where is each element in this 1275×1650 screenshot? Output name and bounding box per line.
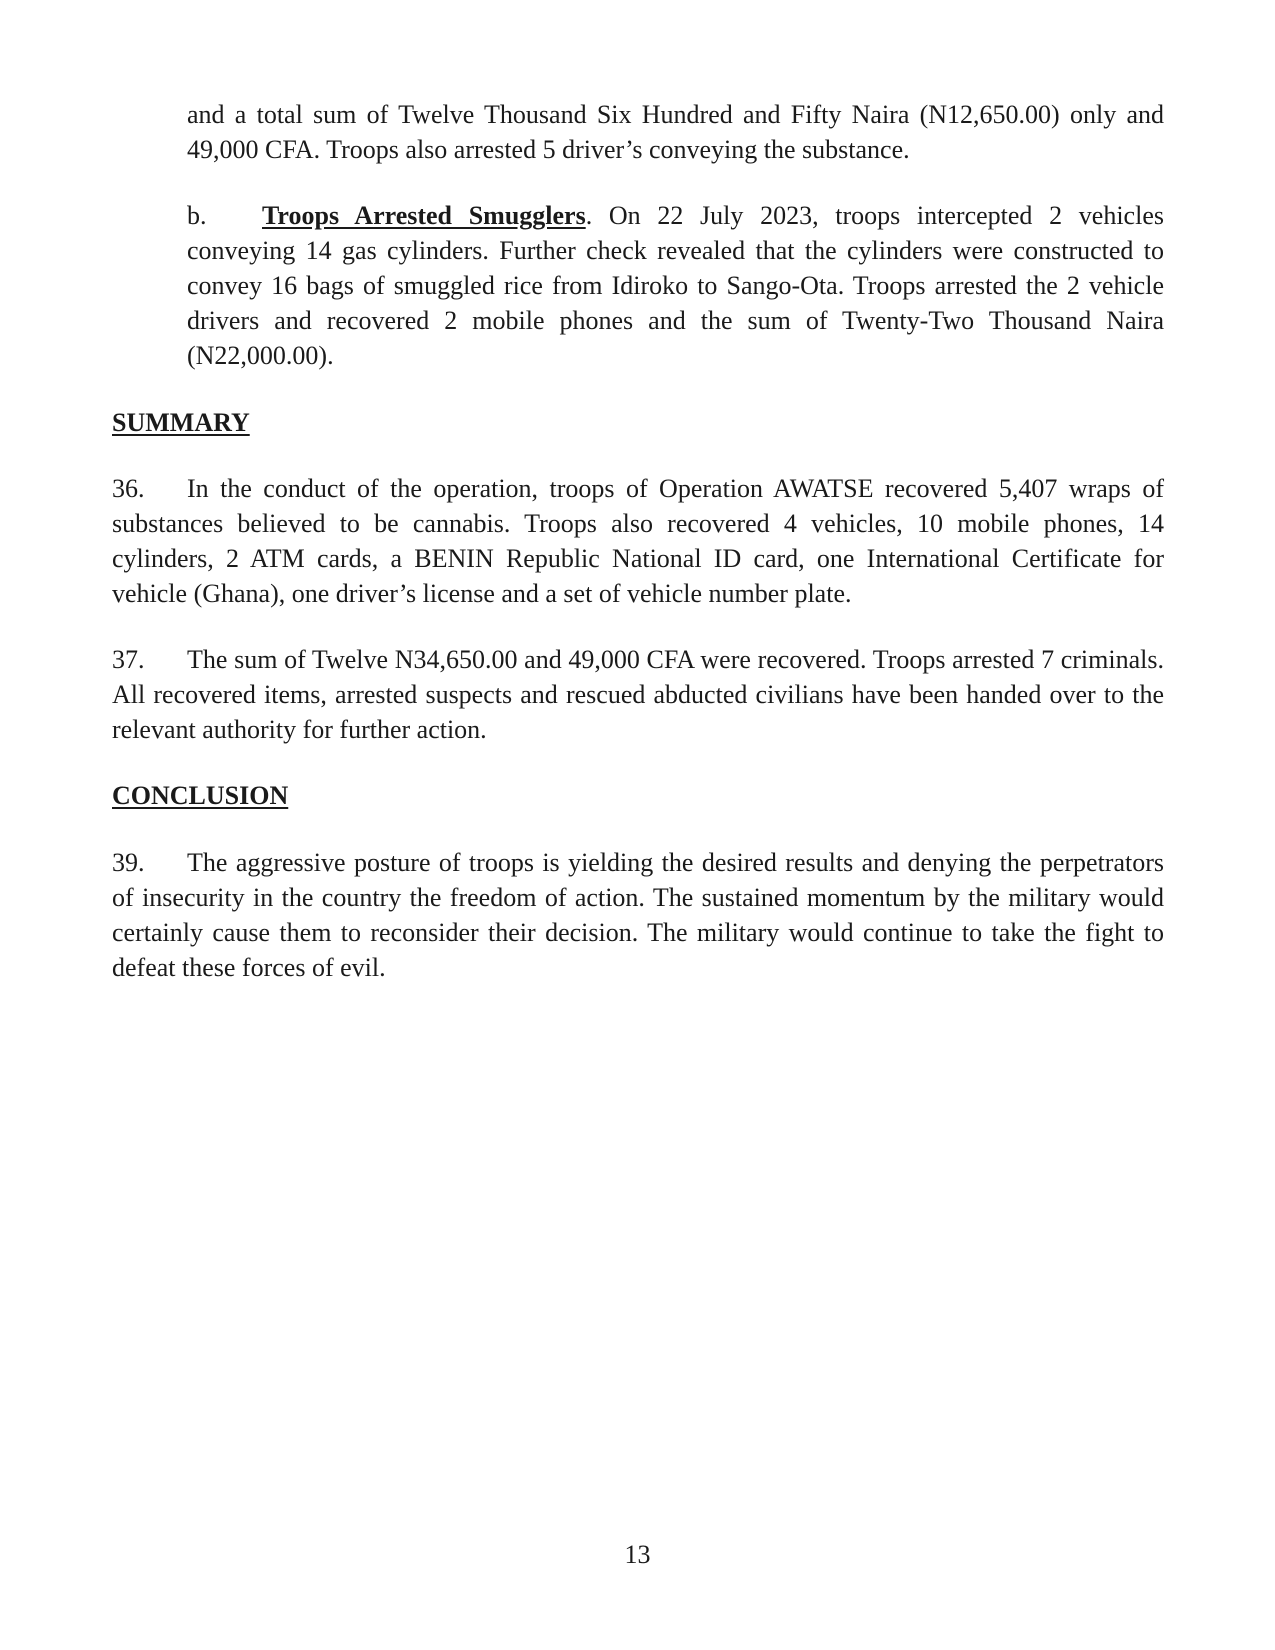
paragraph-number: 36. [112, 474, 145, 503]
conclusion-heading: CONCLUSION [112, 781, 289, 810]
subparagraph-title: Troops Arrested Smugglers [262, 201, 586, 230]
summary-heading: SUMMARY [112, 408, 250, 437]
paragraph-37 [112, 642, 1164, 747]
subparagraph-b [187, 198, 1164, 373]
subparagraph-label: b. [187, 201, 207, 230]
paragraph-body: The sum of Twelve N34,650.00 and 49,000 CFA were recovered. Troops arrested 7 criminals. All recovered items, arrested suspects and rescued abducted civilians have been handed over to the relevant authority for further action. [112, 645, 1164, 744]
page-number: 13 [624, 1540, 651, 1569]
paragraph-36 [112, 471, 1164, 611]
paragraph-body: In the conduct of the operation, troops of Operation AWATSE recovered 5,407 wraps of substances believed to be cannabis. Troops also recovered 4 vehicles, 10 mobile phones, 14 cylinders, 2 ATM cards, a BENIN Republic National ID card, one International Certificate for vehicle (Ghana), one driver’s license and a set of vehicle number plate. [112, 474, 1164, 608]
paragraph-number: 37. [112, 645, 145, 674]
paragraph-39 [112, 845, 1164, 985]
subparagraph-title-suffix: . [585, 201, 593, 230]
subparagraph-body: On 22 July 2023, troops intercepted 2 vehicles conveying 14 gas cylinders. Further check revealed that the cylinders were constructed to convey 16 bags of smuggled rice from Idiroko to Sango-Ota. Troops arrested the 2 vehicle drivers and recovered 2 mobile phones and the sum of Twenty-Two Thousand Naira (N22,000.00). [187, 201, 1164, 370]
paragraph-number: 39. [112, 848, 145, 877]
paragraph-body: The aggressive posture of troops is yielding the desired results and denying the perpetrators of insecurity in the country the freedom of action. The sustained momentum by the military would certainly cause them to reconsider their decision. The military would continue to take the fight to defeat these forces of evil. [112, 848, 1164, 982]
continuation-paragraph: and a total sum of Twelve Thousand Six Hundred and Fifty Naira (N12,650.00) only and 49,000 CFA. Troops also arrested 5 driver’s conveying the substance. [187, 100, 1164, 164]
